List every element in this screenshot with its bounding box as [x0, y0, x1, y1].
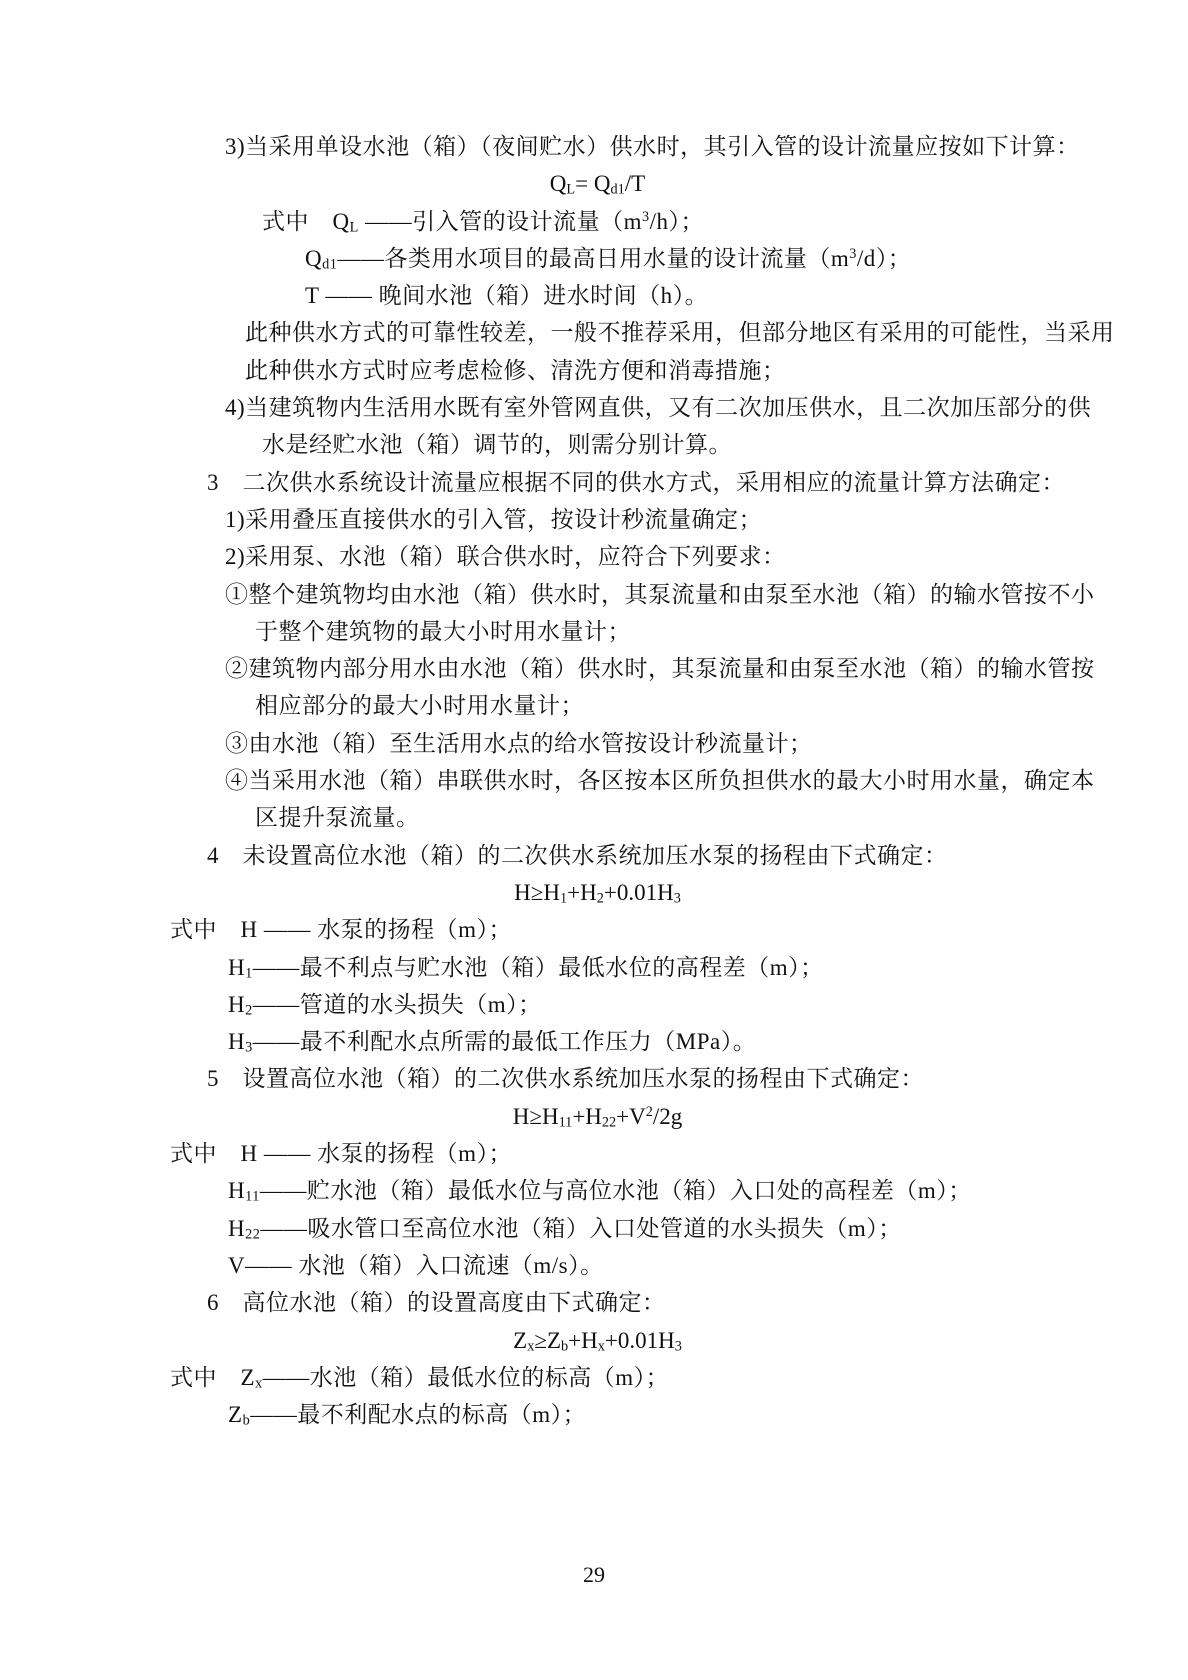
text-line: $H_{22}——$吸水管口至高位水池（箱）入口处管道的水头损失（m）；	[228, 1215, 902, 1243]
text-line: ③由水池（箱）至生活用水点的给水管按设计秒流量计；	[225, 730, 813, 756]
text-line: 区提升泵流量。	[255, 805, 420, 831]
text-line: 相应部分的最大小时用水量计；	[255, 693, 584, 719]
text-line: 此种供水方式时应考虑检修、清洗方便和消毒措施；	[245, 357, 786, 383]
text-line: 于整个建筑物的最大小时用水量计；	[255, 618, 631, 644]
formula-line: $H\ge H_1+H_2+0.01H_3$	[514, 879, 681, 907]
text-line: $Q_{d1}——$各类用水项目的最高日用水量的设计流量$(m^3/d)$；	[305, 245, 912, 273]
text-line: 式中 $Z_x——$水池（箱）最低水位的标高（m）；	[170, 1364, 670, 1392]
text-line: $H_2——$管道的水头损失（m）；	[228, 991, 542, 1019]
text-line: 式中 H —— 水泵的扬程（m）；	[170, 917, 512, 943]
text-line: V—— 水池（箱）入口流速（m/s）。	[228, 1252, 604, 1278]
text-line: 5 设置高位水池（箱）的二次供水系统加压水泵的扬程由下式确定：	[207, 1066, 924, 1092]
page-number: 29	[583, 1562, 605, 1587]
text-line: ④当采用水池（箱）串联供水时，各区按本区所负担供水的最大小时用水量，确定本	[225, 768, 1095, 794]
text-line: 式中 H —— 水泵的扬程（m）；	[170, 1141, 512, 1167]
formula-line: $H\ge H_{11}+H_{22}+V^2/2g$	[512, 1103, 683, 1131]
text-line: 此种供水方式的可靠性较差，一般不推荐采用，但部分地区有采用的可能性，当采用	[245, 320, 1115, 346]
text-line: 3 二次供水系统设计流量应根据不同的供水方式，采用相应的流量计算方法确定：	[207, 469, 1065, 495]
text-line: 4)当建筑物内生活用水既有室外管网直供，又有二次加压供水，且二次加压部分的供	[225, 395, 1092, 421]
text-line: 水是经贮水池（箱）调节的，则需分别计算。	[262, 432, 732, 458]
text-line: ②建筑物内部分用水由水池（箱）供水时，其泵流量和由泵至水池（箱）的输水管按	[225, 656, 1095, 682]
text-line: 3)当采用单设水池（箱）（夜间贮水）供水时，其引入管的设计流量应按如下计算：	[225, 134, 1080, 159]
text-line: 1)采用叠压直接供水的引入管，按设计秒流量确定；	[225, 506, 763, 532]
text-line: T —— 晚间水池（箱）进水时间（h）。	[305, 283, 709, 309]
text-line: $H_1——$最不利点与贮水池（箱）最低水位的高程差（m）；	[228, 954, 824, 982]
text-line: 式中 $Q_L$ ——引入管的设计流量$(m^3/h)$；	[262, 208, 704, 236]
page-footer	[0, 1562, 1188, 1588]
text-line: 2)采用泵、水池（箱）联合供水时，应符合下列要求：	[225, 544, 786, 570]
text-line: 6 高位水池（箱）的设置高度由下式确定：	[207, 1290, 666, 1316]
text-line: ①整个建筑物均由水池（箱）供水时，其泵流量和由泵至水池（箱）的输水管按不小	[225, 581, 1095, 607]
document-body	[170, 128, 1115, 1433]
formula-line: $Q_L= Q_{d1}/T$	[549, 171, 646, 198]
formula-line: $Z_x\ge Z_b+H_x+0.01H_3$	[513, 1327, 682, 1355]
text-line: 4 未设置高位水池（箱）的二次供水系统加压水泵的扬程由下式确定：	[207, 842, 948, 868]
text-line: $H_{11}——$贮水池（箱）最低水位与高位水池（箱）入口处的高程差（m）；	[228, 1178, 972, 1205]
text-line: $H_3——$最不利配水点所需的最低工作压力（MPa）。	[228, 1029, 757, 1056]
text-line: $Z_b——$最不利配水点的标高（m）；	[228, 1402, 587, 1429]
